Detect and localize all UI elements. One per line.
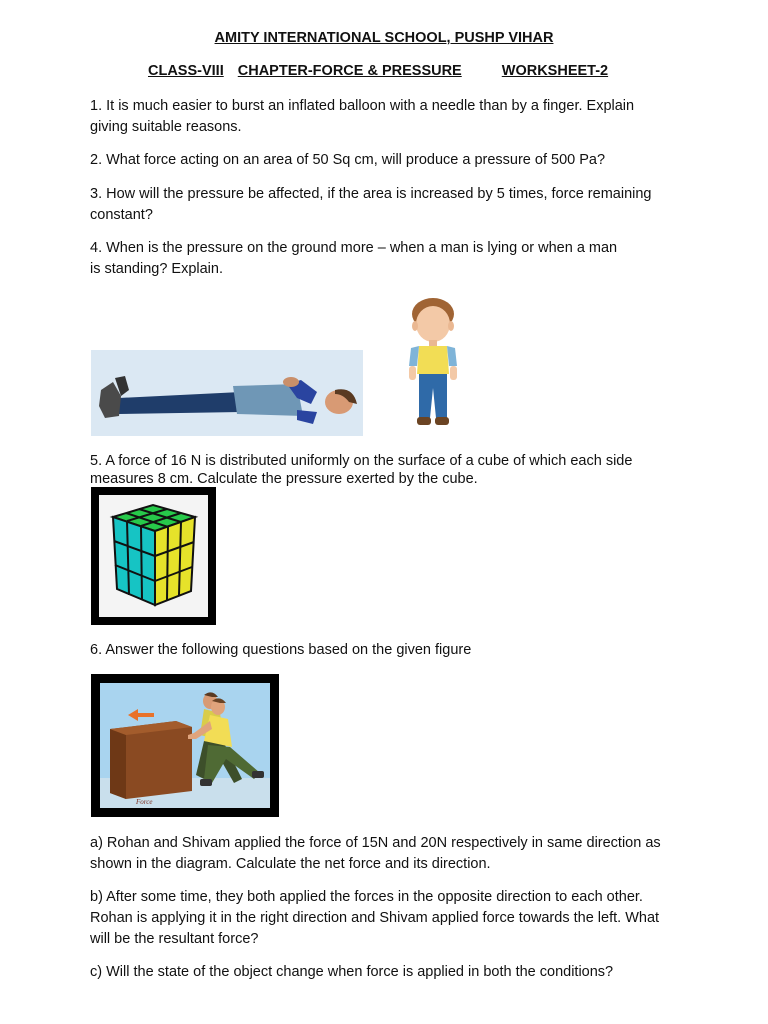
pushing-box-image xyxy=(91,674,279,817)
question-6a: a) Rohan and Shivam applied the force of 15N and 20N respectively in same direction as shown in the diagram. Calculate the net force and its direction. xyxy=(90,835,661,872)
question-2: 2. What force acting on an area of 50 Sq cm, will produce a pressure of 500 Pa? xyxy=(90,152,606,168)
chapter-label: CHAPTER-FORCE & PRESSURE xyxy=(237,63,462,79)
standing-man-image xyxy=(405,296,461,430)
question-3: 3. How will the pressure be affected, if the area is increased by 5 times, force remaining constant? xyxy=(90,186,652,223)
question-4-line-1: 4. When is the pressure on the ground more – when a man is lying or when a man xyxy=(90,240,618,256)
header-line xyxy=(148,63,608,79)
question-1: 1. It is much easier to burst an inflated balloon with a needle than by a finger. Explain giving suitable reasons. xyxy=(90,98,635,135)
question-4 xyxy=(90,238,690,280)
question-4-line-2: is standing? Explain. xyxy=(90,261,223,277)
question-5: 5. A force of 16 N is distributed uniformly on the surface of a cube of which each side measures 8 cm. Calculate the pressure exerted by the cube. xyxy=(90,453,633,487)
question-6c: c) Will the state of the object change when force is applied in both the conditions? xyxy=(90,964,614,980)
lying-man-image xyxy=(91,350,363,436)
question-6b: b) After some time, they both applied the forces in the opposite direction to each other. Rohan is applying it in the right direction and Shivam applied force towards the left. What will be the resultant force? xyxy=(90,889,660,947)
cube-image xyxy=(91,487,216,625)
school-title: AMITY INTERNATIONAL SCHOOL, PUSHP VIHAR xyxy=(214,30,554,46)
force-label: Force xyxy=(136,798,153,806)
class-label: CLASS-VIII xyxy=(148,63,224,79)
question-6: 6. Answer the following questions based on the given figure xyxy=(90,642,472,658)
worksheet-label: WORKSHEET-2 xyxy=(501,63,609,79)
